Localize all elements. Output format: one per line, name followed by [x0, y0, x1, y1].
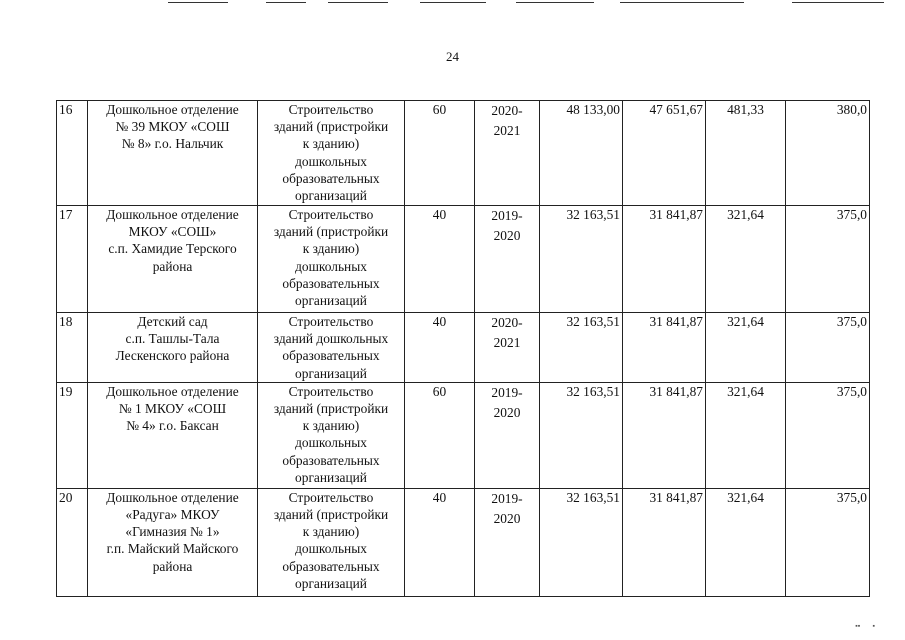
- unit-cost-cell: 375,0: [786, 206, 870, 313]
- regional-funds-cell: 481,33: [706, 101, 786, 206]
- regional-funds-cell: 321,64: [706, 206, 786, 313]
- regional-funds-cell: 321,64: [706, 382, 786, 488]
- federal-funds-cell: 31 841,87: [623, 313, 706, 383]
- facility-name-line: № 4» г.о. Баксан: [126, 418, 219, 434]
- construction-type-line: зданий (пристройки: [273, 224, 389, 240]
- federal-funds-cell: 47 651,67: [623, 101, 706, 206]
- years-line: 2020: [493, 228, 521, 243]
- table-row: [57, 488, 870, 596]
- construction-type-line: образовательных: [282, 348, 380, 364]
- regional-funds-cell: 321,64: [706, 488, 786, 596]
- facility-name-line: с.п. Хамидие Терского: [108, 241, 237, 257]
- construction-type-line: зданий (пристройки: [273, 507, 389, 523]
- scan-artifact: ▪▪ ▪: [855, 622, 875, 630]
- total-cost-cell: 32 163,51: [540, 313, 623, 383]
- years-line: 2019-: [491, 384, 523, 400]
- construction-type-line: дошкольных: [295, 435, 367, 451]
- construction-type-line: Строительство: [288, 489, 374, 505]
- facility-name-cell: [88, 382, 258, 488]
- page-number: 24: [446, 49, 459, 64]
- facility-name-line: МКОУ «СОШ»: [128, 224, 217, 240]
- construction-type-cell: [258, 488, 405, 596]
- facility-name-line: Лескенского района: [115, 348, 230, 364]
- table-row: [57, 382, 870, 488]
- unit-cost-cell: 375,0: [786, 313, 870, 383]
- facility-name-cell: [88, 101, 258, 206]
- facility-name-line: № 8» г.о. Нальчик: [121, 136, 224, 152]
- construction-type-line: зданий (пристройки: [273, 119, 389, 135]
- construction-type-line: образовательных: [282, 558, 380, 574]
- years-line: 2020-: [491, 103, 523, 118]
- construction-type-line: зданий дошкольных: [273, 331, 389, 347]
- unit-cost-cell: 375,0: [786, 382, 870, 488]
- years-line: 2020-: [491, 315, 523, 330]
- facility-name-line: Дошкольное отделение: [106, 102, 239, 117]
- years-cell: [475, 101, 540, 206]
- capacity-cell: 60: [405, 101, 475, 206]
- construction-type-line: организаций: [295, 365, 367, 381]
- capacity-cell: 40: [405, 206, 475, 313]
- facility-name-line: с.п. Ташлы-Тала: [125, 331, 220, 347]
- facility-name-line: «Гимназия № 1»: [125, 524, 220, 540]
- years-line: 2020: [493, 404, 521, 420]
- capacity-cell: 40: [405, 313, 475, 383]
- years-line: 2021: [493, 335, 521, 350]
- facility-name-line: Дошкольное отделение: [106, 489, 239, 505]
- row-number-cell: 16: [57, 101, 88, 206]
- unit-cost-cell: 375,0: [786, 488, 870, 596]
- years-cell: [475, 313, 540, 383]
- row-number-cell: 17: [57, 206, 88, 313]
- facility-name-line: № 39 МКОУ «СОШ: [115, 119, 230, 135]
- construction-type-line: дошкольных: [295, 153, 367, 169]
- years-cell: [475, 206, 540, 313]
- construction-type-cell: [258, 101, 405, 206]
- unit-cost-cell: 380,0: [786, 101, 870, 206]
- row-number-cell: 20: [57, 488, 88, 596]
- facility-name-line: № 1 МКОУ «СОШ: [118, 401, 227, 417]
- construction-type-line: к зданию): [302, 524, 360, 540]
- facility-name-line: г.п. Майский Майского: [106, 541, 239, 557]
- construction-type-line: к зданию): [302, 241, 360, 257]
- construction-type-line: к зданию): [302, 418, 360, 434]
- facility-name-line: Детский сад: [137, 314, 208, 329]
- total-cost-cell: 32 163,51: [540, 488, 623, 596]
- construction-type-cell: [258, 382, 405, 488]
- facility-name-line: Дошкольное отделение: [106, 383, 239, 399]
- table-body: [57, 101, 870, 597]
- years-line: 2020: [493, 510, 521, 526]
- row-number-cell: 19: [57, 382, 88, 488]
- table-row: [57, 206, 870, 313]
- construction-type-line: к зданию): [302, 136, 360, 152]
- construction-type-line: организаций: [295, 469, 367, 485]
- federal-funds-cell: 31 841,87: [623, 382, 706, 488]
- construction-type-line: дошкольных: [295, 258, 367, 274]
- facility-name-cell: [88, 313, 258, 383]
- facility-name-cell: [88, 206, 258, 313]
- construction-type-line: организаций: [295, 188, 367, 204]
- construction-type-cell: [258, 206, 405, 313]
- construction-type-line: организаций: [295, 575, 367, 591]
- years-line: 2019-: [491, 490, 523, 506]
- top-rules: [0, 0, 905, 8]
- years-cell: [475, 488, 540, 596]
- capacity-cell: 40: [405, 488, 475, 596]
- construction-type-line: организаций: [295, 293, 367, 309]
- total-cost-cell: 48 133,00: [540, 101, 623, 206]
- construction-type-line: Строительство: [288, 314, 374, 329]
- years-line: 2019-: [491, 208, 523, 223]
- construction-type-line: образовательных: [282, 275, 380, 291]
- years-cell: [475, 382, 540, 488]
- construction-type-line: Строительство: [288, 102, 374, 117]
- construction-type-line: Строительство: [288, 383, 374, 399]
- construction-type-line: дошкольных: [295, 541, 367, 557]
- years-line: 2021: [493, 123, 521, 138]
- facility-name-line: «Радуга» МКОУ: [125, 507, 220, 523]
- regional-funds-cell: 321,64: [706, 313, 786, 383]
- facility-name-cell: [88, 488, 258, 596]
- federal-funds-cell: 31 841,87: [623, 206, 706, 313]
- row-number-cell: 18: [57, 313, 88, 383]
- construction-type-line: образовательных: [282, 452, 380, 468]
- total-cost-cell: 32 163,51: [540, 382, 623, 488]
- table-row: [57, 101, 870, 206]
- federal-funds-cell: 31 841,87: [623, 488, 706, 596]
- construction-type-line: Строительство: [288, 207, 374, 222]
- capacity-cell: 60: [405, 382, 475, 488]
- total-cost-cell: 32 163,51: [540, 206, 623, 313]
- construction-type-line: зданий (пристройки: [273, 401, 389, 417]
- construction-type-line: образовательных: [282, 170, 380, 186]
- facility-name-line: района: [152, 558, 193, 574]
- table-row: [57, 313, 870, 383]
- facility-name-line: Дошкольное отделение: [106, 207, 239, 222]
- facility-name-line: района: [152, 258, 193, 274]
- construction-type-cell: [258, 313, 405, 383]
- data-table: [56, 100, 870, 597]
